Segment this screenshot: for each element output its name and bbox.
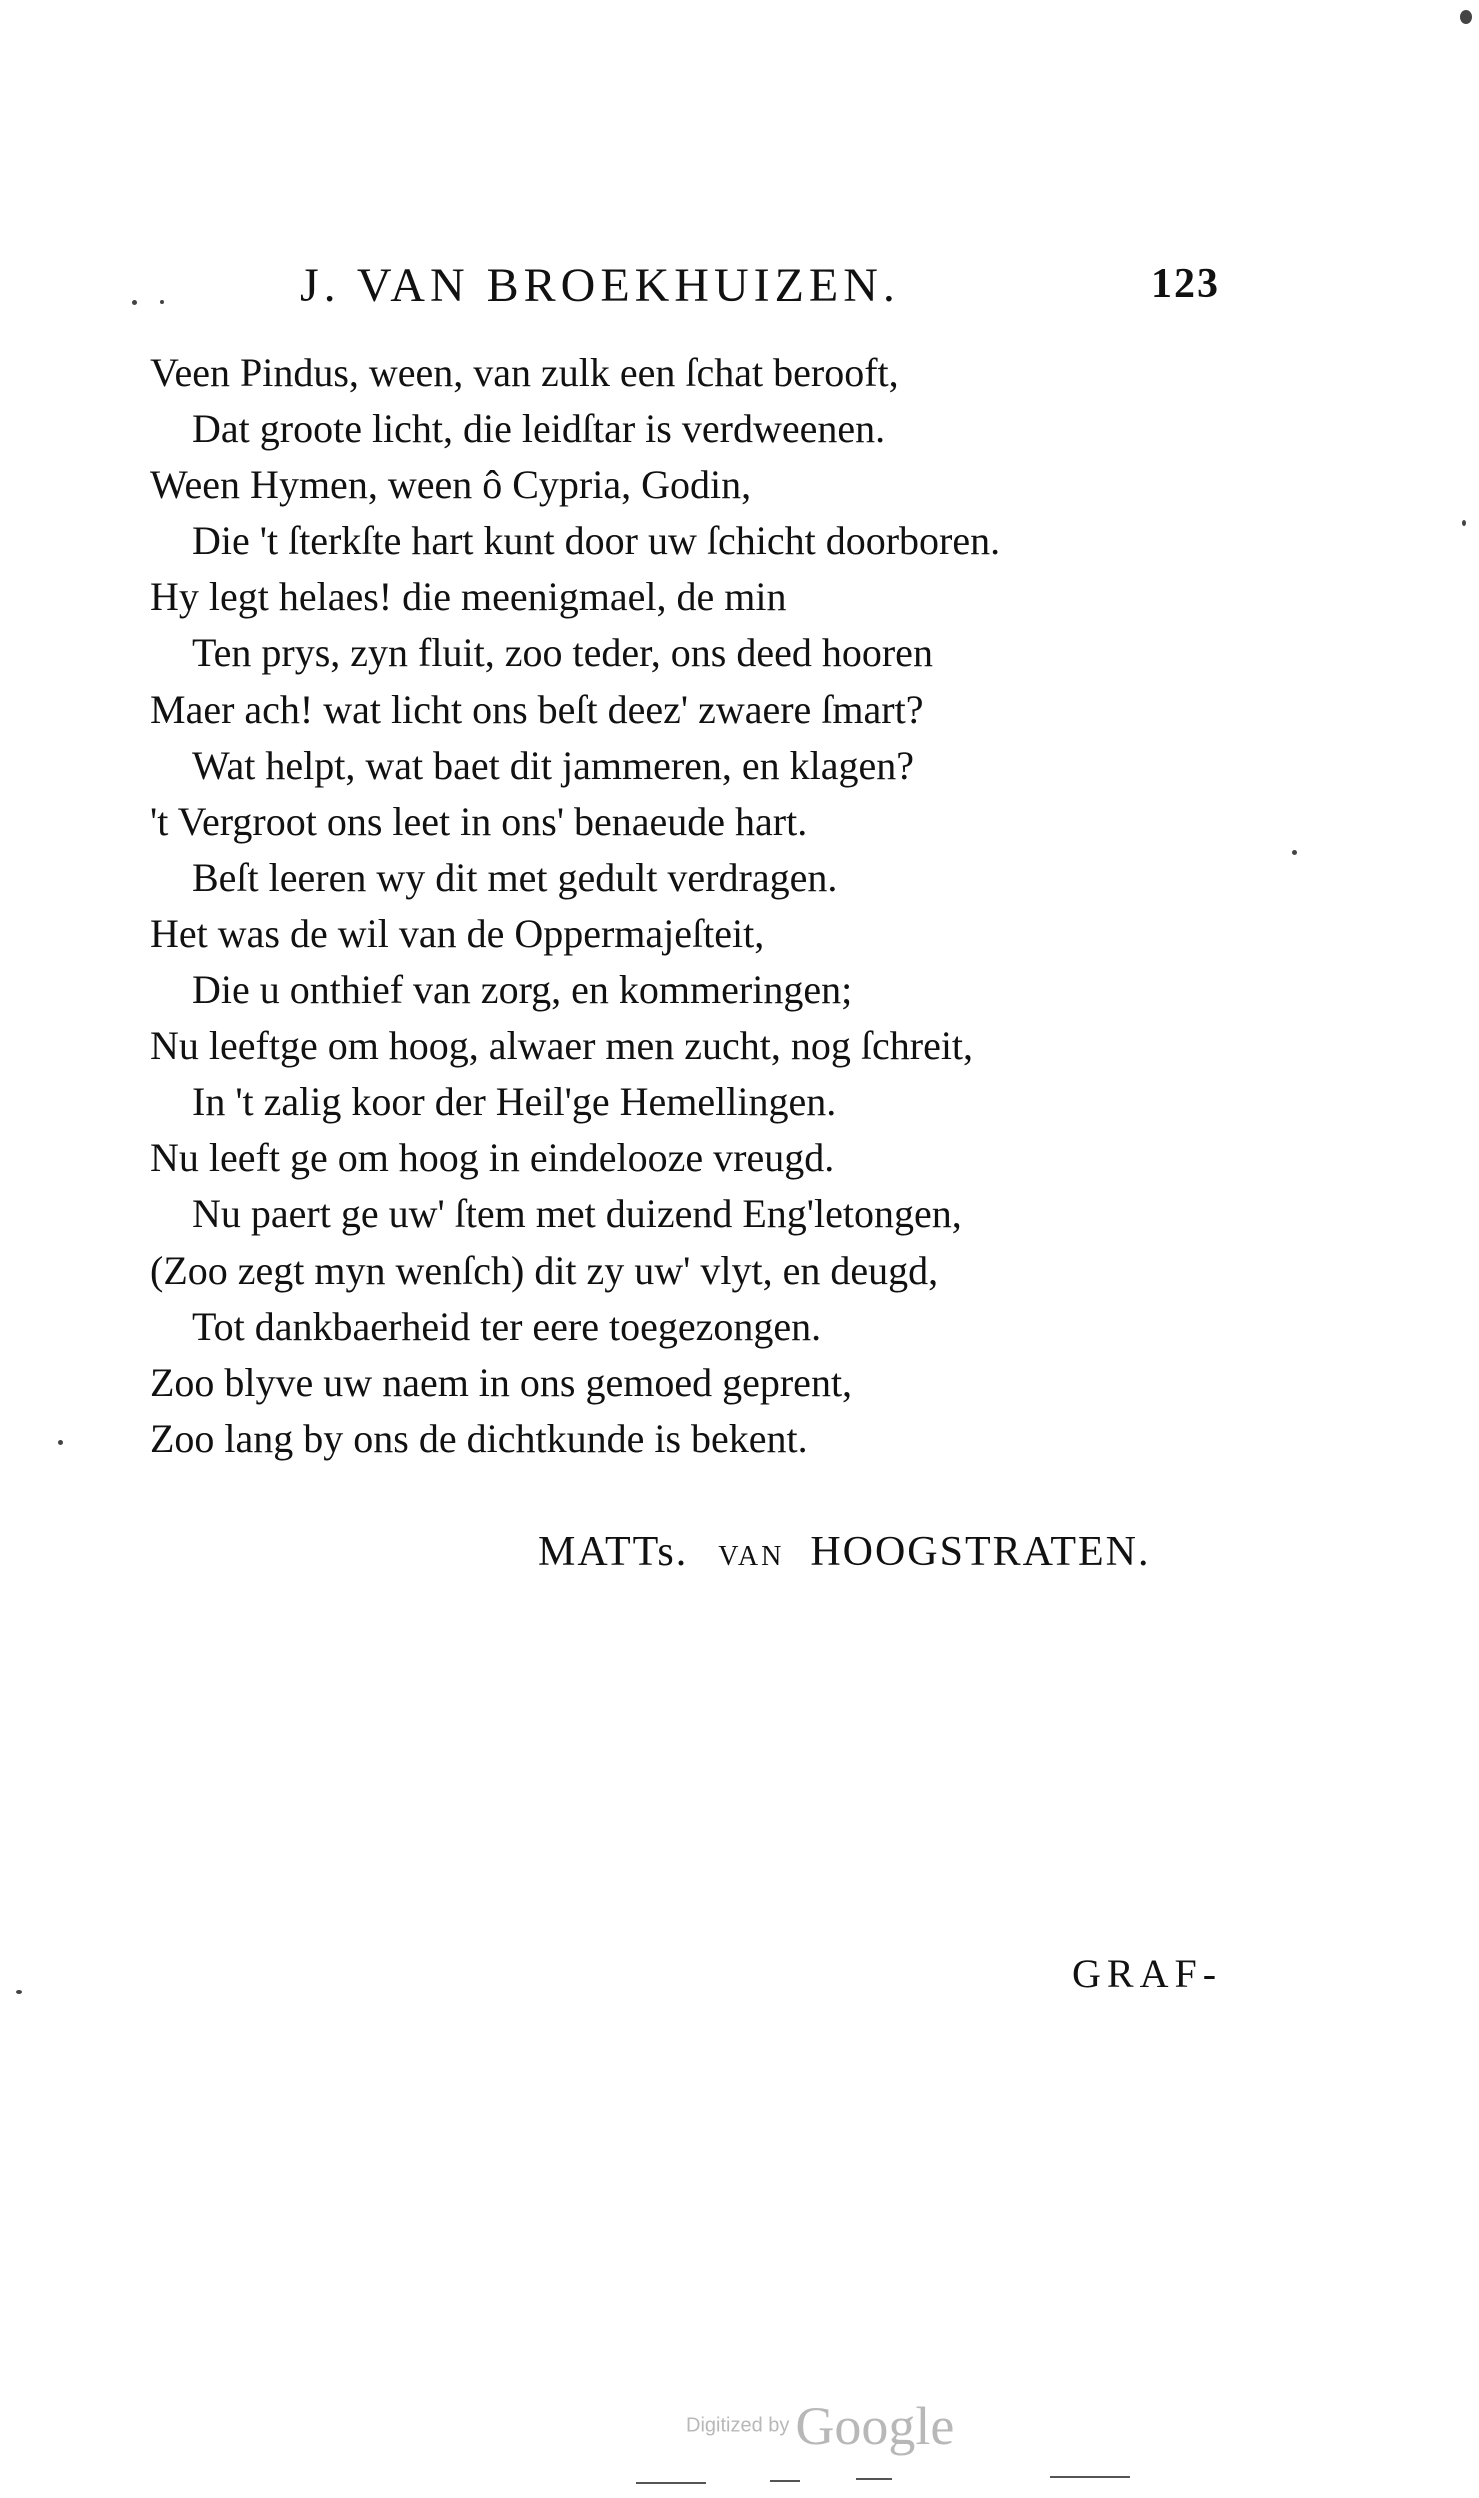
watermark-prefix: Digitized by xyxy=(686,2414,790,2437)
scan-speck xyxy=(16,1990,22,1994)
poem-line: Ten prys, zyn fluit, zoo teder, ons deed hooren xyxy=(192,630,933,676)
poem-line: Het was de wil van de Oppermajeſteit, xyxy=(150,910,765,956)
poem-line: Tot dankbaerheid ter eere toegezongen. xyxy=(192,1303,822,1349)
scan-speck xyxy=(1292,850,1297,855)
poem-line: Ween Hymen, ween ô Cypria, Godin, xyxy=(150,462,752,508)
poem-line: Nu leeftge om hoog, alwaer men zucht, nog ſchreit, xyxy=(150,1023,974,1069)
poem-line: Dat groote licht, die leidſtar is verdweenen. xyxy=(192,406,886,452)
poem-line: Wat helpt, wat baet dit jammeren, en klagen? xyxy=(192,742,915,788)
poem-line: Hy legt helaes! die meenigmael, de min xyxy=(150,574,787,620)
poem-line: Veen Pindus, ween, van zulk een ſchat berooft, xyxy=(150,350,899,395)
poem-line: (Zoo zegt myn wenſch) dit zy uw' vlyt, en deugd, xyxy=(150,1247,939,1293)
poem-line: Nu leeft ge om hoog in eindelooze vreugd. xyxy=(150,1135,835,1181)
signature-particle: VAN xyxy=(718,1541,785,1572)
signature-first-name: MATTs. xyxy=(538,1529,689,1575)
scan-speck xyxy=(132,300,137,305)
poem xyxy=(150,345,1150,1467)
running-head xyxy=(300,258,1220,318)
digitization-watermark xyxy=(686,2395,954,2457)
poem-line: Beſt leeren wy dit met gedult verdragen. xyxy=(192,854,838,900)
google-logo: Google xyxy=(795,2396,955,2456)
poem-line: Maer ach! wat licht ons beſt deez' zwaere ſmart? xyxy=(150,686,924,732)
signature-last-name: HOOGSTRATEN. xyxy=(810,1529,1151,1575)
poem-line: In 't zalig koor der Heil'ge Hemellingen. xyxy=(192,1079,837,1125)
scan-speck xyxy=(58,1440,63,1445)
poem-line: 't Vergroot ons leet in ons' benaeude hart. xyxy=(150,798,808,844)
poem-line: Nu paert ge uw' ſtem met duizend Eng'letongen, xyxy=(192,1191,962,1237)
poem-line: Zoo blyve uw naem in ons gemoed geprent, xyxy=(150,1359,853,1405)
scan-rule xyxy=(1050,2476,1130,2478)
signature xyxy=(538,1528,1150,1576)
scan-speck xyxy=(160,300,164,304)
catchword: GRAF- xyxy=(1072,1951,1223,1996)
page-number: 123 xyxy=(1151,261,1220,307)
running-head-author: J. VAN BROEKHUIZEN. xyxy=(300,259,900,312)
scan-speck xyxy=(1462,520,1466,526)
scan-rule xyxy=(856,2478,892,2480)
scan-speck xyxy=(1460,10,1472,24)
poem-line: Zoo lang by ons de dichtkunde is bekent. xyxy=(150,1415,808,1461)
poem-line: Die u onthief van zorg, en kommeringen; xyxy=(192,967,853,1013)
scan-rule xyxy=(636,2482,706,2484)
scan-rule xyxy=(770,2480,800,2482)
poem-line: Die 't ſterkſte hart kunt door uw ſchicht doorboren. xyxy=(192,518,1001,564)
